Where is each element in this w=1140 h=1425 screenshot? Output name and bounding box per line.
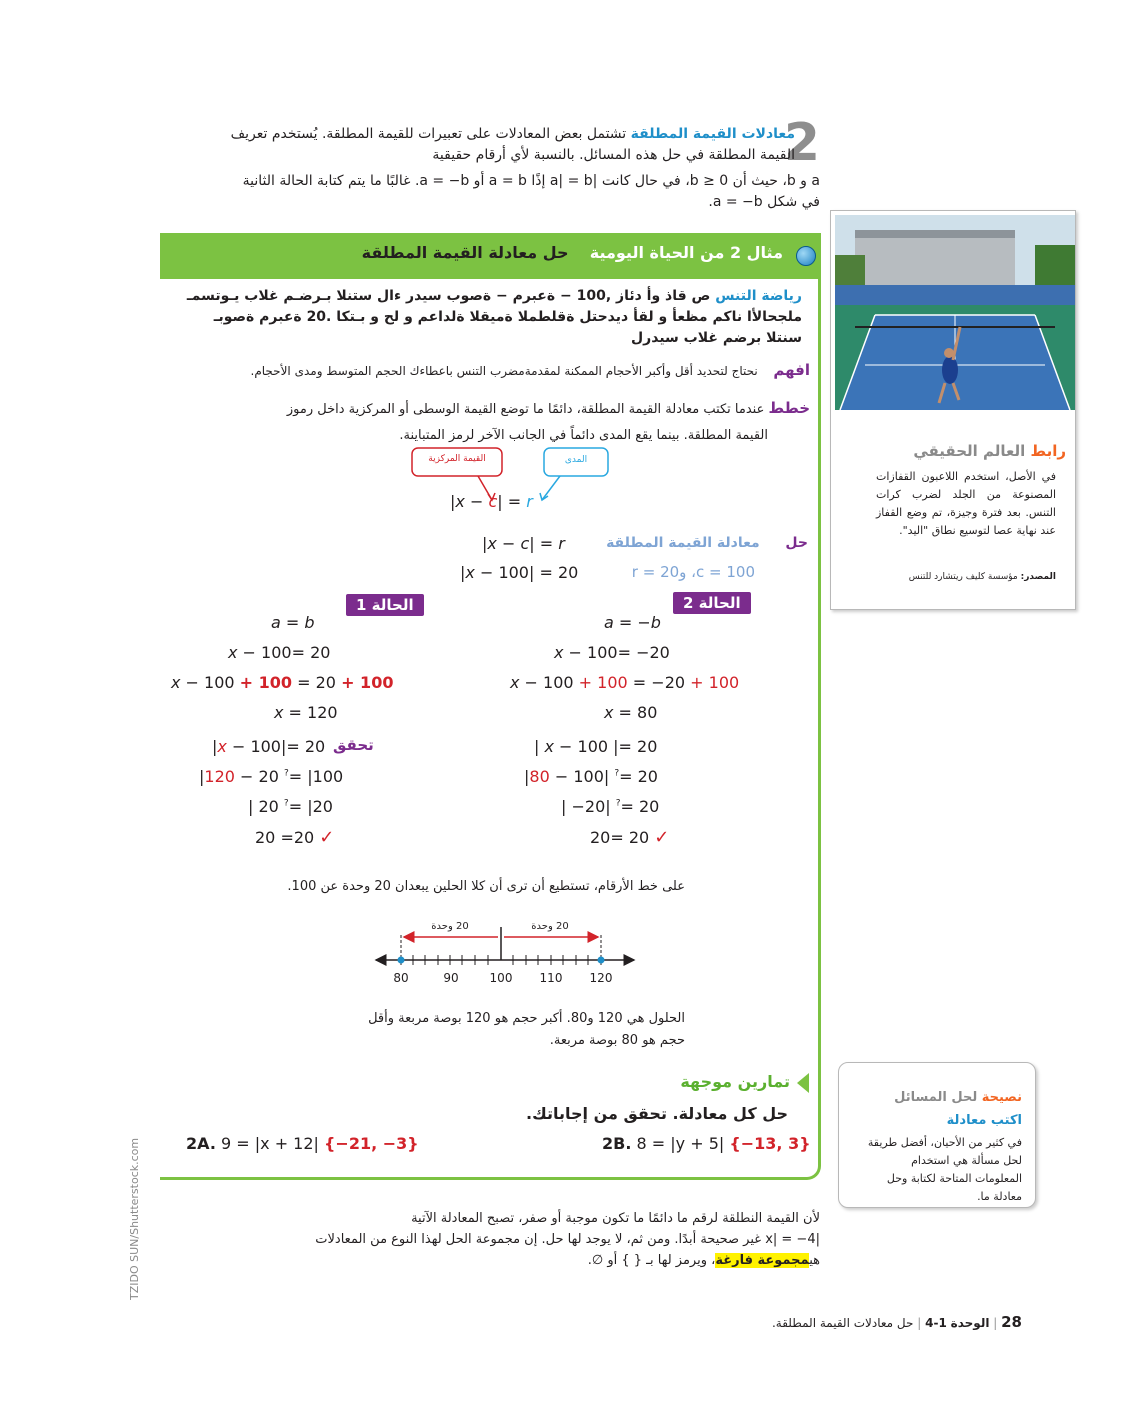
empty-set-highlight: مجموعة فارغة bbox=[715, 1253, 810, 1268]
case2-step4: x = 80 bbox=[604, 703, 658, 722]
guided-title: تمارين موجهة bbox=[680, 1072, 790, 1091]
page-number: 28 bbox=[1001, 1313, 1022, 1331]
plan-line1: عندما تكتب معادلة القيمة المطلقة، دائمًا ما توضع القيمة الوسطى أو المركزية داخل رموز bbox=[286, 402, 765, 417]
understand-row bbox=[170, 360, 810, 381]
check2-line1: | x − 100 |= 20 bbox=[534, 737, 658, 756]
lesson-number: 1-4 bbox=[925, 1316, 947, 1330]
example-title bbox=[362, 243, 783, 262]
bubble-equation: |x − c| = r bbox=[450, 492, 533, 511]
ex2b-label: 2B. bbox=[602, 1134, 632, 1153]
empty-set-line2: |x| = −4 غير صحيحة أبدًا. ومن ثم، لا يوجد لها حل. إن مجموعة الحل لهذا النوع من المعادلات bbox=[315, 1232, 820, 1247]
tick-label-100: 100 bbox=[489, 971, 513, 985]
check1-line2: |120 − 20 ?= |100 bbox=[199, 767, 344, 786]
plan-label: خطط bbox=[768, 399, 810, 417]
ex2b-answer: {−13, 3} bbox=[729, 1134, 811, 1153]
tennis-line1: ص قاذ وأ دئاز ,100 − ةعبرم − ةصوب سيدر ءال ستنلا بـرضـم غلاب يـوتسمـ bbox=[186, 288, 711, 304]
tick-label-120: 120 bbox=[589, 971, 613, 985]
conclusion-line1: الحلول هي 120 و80. أكبر حجم هو 120 بوصة مربعة وأقل bbox=[368, 1011, 685, 1026]
units-left-label: 20 وحدة bbox=[431, 921, 469, 932]
range-bubble-text: المدى bbox=[564, 455, 588, 465]
photo-credit: TZIDO SUN/Shutterstock.com bbox=[128, 1137, 141, 1300]
check1-line3: | 20 ?= |20 bbox=[248, 797, 333, 816]
problem-statement bbox=[182, 286, 802, 349]
case2-step2: x − 100= −20 bbox=[554, 643, 670, 662]
exercise-2b bbox=[602, 1134, 811, 1153]
plan-line2: القيمة المطلقة. بينما يقع المدى دائماً في الجانب الآخر لرمز المتباينة. bbox=[399, 428, 768, 443]
case2-label: الحالة 2 bbox=[673, 592, 751, 614]
conclusion-line2: حجم هو 80 بوصة مربعة. bbox=[549, 1033, 685, 1048]
example-title-main: مثال 2 من الحياة اليومية bbox=[589, 243, 783, 262]
ex2a-answer: {−21, −3} bbox=[324, 1134, 419, 1153]
case1-step4: x = 120 bbox=[274, 703, 338, 722]
empty-set-line3-post: ، ويرمز لها بـ { } أو ∅. bbox=[587, 1253, 716, 1268]
empty-set-paragraph bbox=[160, 1208, 820, 1271]
solution-point-120 bbox=[598, 957, 605, 964]
solve-eq-label: معادلة القيمة المطلقة bbox=[606, 535, 760, 551]
tennis-photo bbox=[835, 215, 1075, 410]
tip-subtitle: اكتب معادلة bbox=[946, 1113, 1022, 1128]
tip-body: في كثير من الأحيان، أفضل طريقة لحل مسألة هي استخدام المعلومات المتاحة لكتابة وحل معادلة ما. bbox=[867, 1136, 1022, 1203]
tennis-line2: ملجحالأا ناكم مظعأ و لقأ ديدحتل ةقلطملا ةميقلا ةلداعم و لح و بـتكا .20 ةعبرم ةصوبـ bbox=[213, 309, 802, 325]
check-mark-icon: ✓ bbox=[654, 827, 670, 848]
check1-line1: |x − 100|= 20 bbox=[212, 737, 326, 756]
real-world-title-b: العالم الحقيقي bbox=[913, 442, 1026, 460]
range-arrow bbox=[542, 476, 560, 500]
solve-label bbox=[606, 535, 808, 551]
case2-step1: a = −b bbox=[604, 613, 661, 632]
globe-icon bbox=[796, 246, 816, 266]
real-world-title-a: رابط bbox=[1030, 442, 1066, 460]
numberline-text: على خط الأرقام، تستطيع أن ترى أن كلا الحلين يبعدان 20 وحدة عن 100. bbox=[287, 879, 685, 894]
check2-line4: 20= 20 ✓ bbox=[590, 827, 670, 848]
check-mark-icon: ✓ bbox=[319, 827, 335, 848]
tennis-label: رياضة التنس bbox=[715, 288, 802, 304]
values-label: c = 100، وr = 20 bbox=[631, 563, 755, 581]
plan-row bbox=[170, 395, 810, 449]
solve-eq-general: |x − c| = r bbox=[482, 534, 565, 553]
unit-label: الوحدة bbox=[950, 1316, 990, 1330]
check2-line3: | −20| ?= 20 bbox=[561, 797, 660, 816]
section-lead: معادلات القيمة المطلقة bbox=[630, 126, 795, 142]
ex2b-equation: 8 = |y + 5| bbox=[636, 1134, 725, 1153]
section-line2: القيمة المطلقة في حل هذه المسائل. بالنسبة لأي أرقام حقيقية bbox=[432, 147, 795, 163]
center-bubble-text: القيمة المركزية bbox=[428, 454, 486, 464]
guided-arrow-icon bbox=[795, 1071, 811, 1095]
understand-label: افهم bbox=[773, 361, 810, 379]
case2-step3: x − 100 + 100 = −20 + 100 bbox=[510, 673, 740, 692]
footer: 28 | الوحدة 1-4 | حل معادلات القيمة المطلقة. bbox=[771, 1313, 1022, 1331]
tick-label-90: 90 bbox=[443, 971, 459, 985]
solve-label-text: حل bbox=[785, 535, 808, 551]
guided-instruction: حل كل معادلة. تحقق من إجاباتك. bbox=[526, 1104, 788, 1123]
check-label: تحقق bbox=[333, 736, 374, 754]
case1-step1: a = b bbox=[271, 613, 315, 632]
solve-eq-specific: |x − 100| = 20 bbox=[460, 563, 579, 582]
real-world-source bbox=[866, 572, 1056, 582]
understand-text: نحتاج لتحديد أقل وأكبر الأحجام الممكنة لمقدمةمضرب التنس باعطاءك الحجم المتوسط ومدى الأحجام. bbox=[250, 364, 758, 378]
source-label: المصدر: bbox=[1020, 572, 1056, 582]
example-subtitle: حل معادلة القيمة المطلقة bbox=[361, 243, 569, 262]
tip-title-b: لحل المسائل bbox=[894, 1090, 978, 1105]
solution-point-80 bbox=[398, 957, 405, 964]
lesson-title: حل معادلات القيمة المطلقة. bbox=[771, 1316, 914, 1330]
case1-step3: x − 100 + 100 = 20 + 100 bbox=[171, 673, 394, 692]
ex2a-equation: 9 = |x + 12| bbox=[220, 1134, 319, 1153]
empty-set-line1: لأن القيمة النطلقة لرقم ما دائمًا ما تكون موجبة أو صفر، تصبح المعادلة الآتية bbox=[411, 1211, 820, 1226]
tick-label-80: 80 bbox=[393, 971, 409, 985]
section-number: 2 bbox=[783, 113, 820, 173]
section-line3: a و b، حيث أن b ≥ 0، في حال كانت |a| = b إذًا a = b أو a = −b. غالبًا ما يتم كتابة الحالة الثانية bbox=[242, 173, 820, 189]
check1-line4: 20 =20 ✓ bbox=[255, 827, 335, 848]
check2-line2: |80 − 100| ?= 20 bbox=[524, 767, 658, 786]
tip-title bbox=[894, 1090, 1022, 1105]
real-world-body: في الأصل، استخدم اللاعبون القفازات المصنوعة من الجلد لضرب كرات التنس. بعد فترة وجيزة، تم وضع القفاز عند نهاية عصا لتوسيع نطاق "اليد". bbox=[876, 470, 1056, 537]
section-2-intro bbox=[135, 124, 795, 166]
tip-title-a: نصيحة bbox=[981, 1090, 1022, 1105]
units-right-label: 20 وحدة bbox=[531, 921, 569, 932]
section-line4: في شكل a = −b. bbox=[708, 194, 820, 210]
tick-label-110: 110 bbox=[539, 971, 563, 985]
section-line1: تشتمل بعض المعادلات على تعبيرات للقيمة المطلقة. يُستخدم تعريف bbox=[230, 126, 627, 142]
example-header bbox=[160, 233, 821, 279]
conclusion bbox=[285, 1008, 685, 1052]
source-text: مؤسسة كليف ريتشارد للتنس bbox=[908, 572, 1018, 582]
real-world-title bbox=[913, 442, 1066, 460]
ex2a-label: 2A. bbox=[186, 1134, 216, 1153]
tennis-line3: سنتلا برضم غلاب سيدرل bbox=[631, 330, 802, 346]
case1-step2: x − 100= 20 bbox=[228, 643, 331, 662]
exercise-2a bbox=[186, 1134, 419, 1153]
case1-label: الحالة 1 bbox=[346, 594, 424, 616]
empty-set-line3-pre: هي bbox=[809, 1253, 820, 1268]
